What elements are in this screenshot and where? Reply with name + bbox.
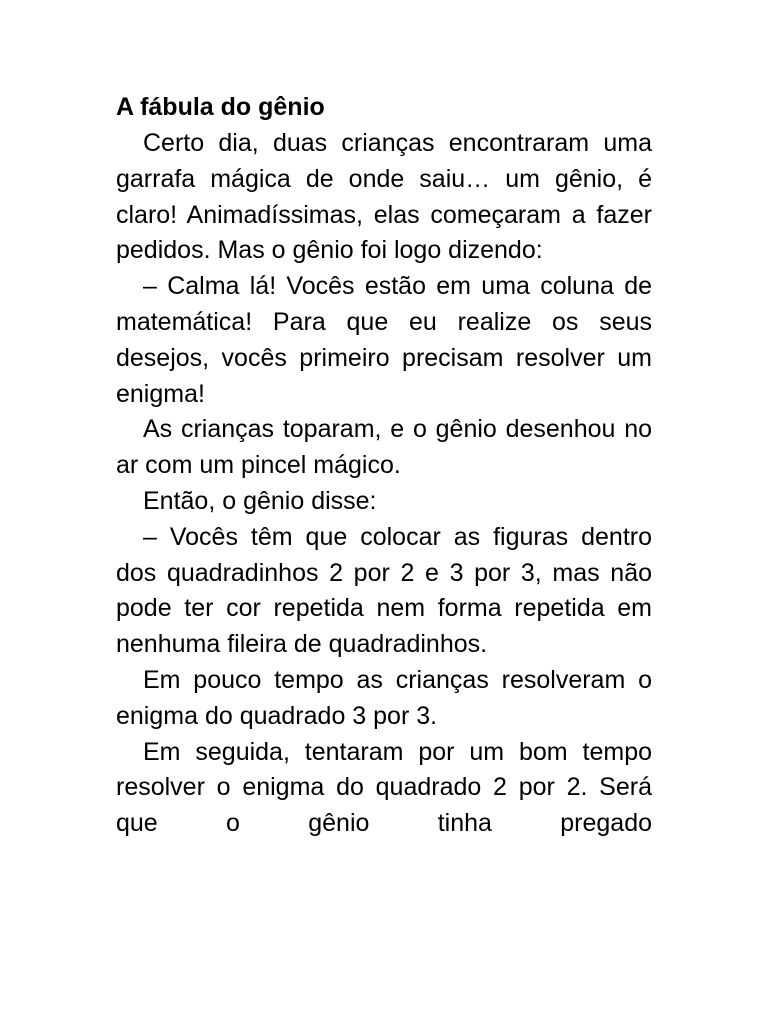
document-title: A fábula do gênio [116, 93, 325, 121]
paragraph-7: Em seguida, tentaram por um bom tempo resolver o enigma do quadrado 2 por 2. Será que o gênio tinha pregado [116, 737, 652, 838]
document-page [116, 88, 652, 842]
paragraph-4: Então, o gênio disse: [143, 486, 377, 515]
paragraph-3: As crianças toparam, e o gênio desenhou no ar com um pincel mágico. [116, 415, 652, 480]
paragraph-1: Certo dia, duas crianças encontraram uma garrafa mágica de onde saiu… um gênio, é claro! Animadíssimas, elas começaram a fazer pedidos. Mas o gênio foi logo dizendo: [116, 129, 652, 265]
paragraph-5: – Vocês têm que colocar as figuras dentro dos quadradinhos 2 por 2 e 3 por 3, mas não pode ter cor repetida nem forma repetida em nenhuma fileira de quadradinhos. [116, 522, 652, 659]
paragraph-6: Em pouco tempo as crianças resolveram o enigma do quadrado 3 por 3. [116, 665, 652, 730]
paragraph-2: – Calma lá! Vocês estão em uma coluna de matemática! Para que eu realize os seus desejos, vocês primeiro precisam resolver um enigma! [116, 272, 652, 408]
